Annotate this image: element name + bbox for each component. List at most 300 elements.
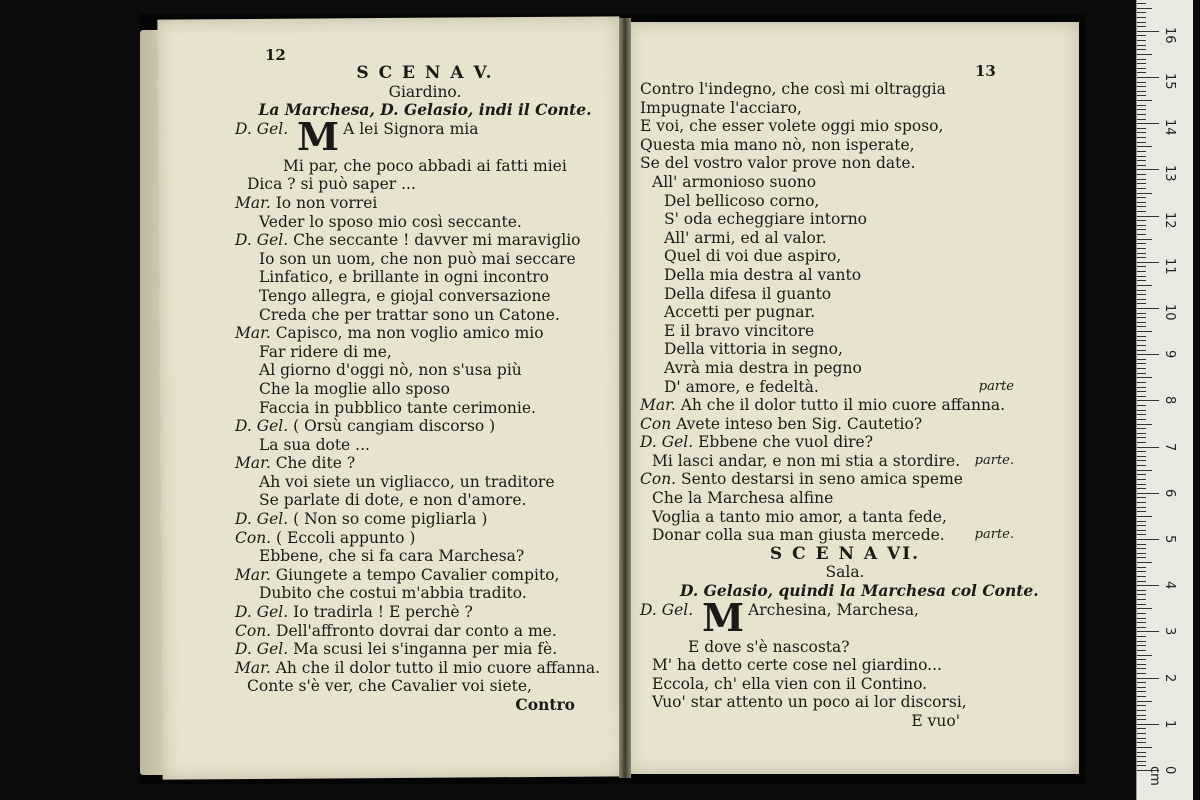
ruler-tick: [1137, 202, 1146, 203]
ruler-tick: [1137, 585, 1159, 586]
ruler-tick: [1137, 262, 1159, 263]
ruler-tick: [1137, 105, 1146, 106]
dialogue-line: [640, 210, 1010, 229]
ruler-tick: [1137, 22, 1146, 23]
ruler-tick: [1137, 257, 1146, 258]
ruler-tick: [1137, 239, 1152, 240]
ruler-tick: [1137, 497, 1146, 498]
dialogue-line: [640, 247, 1010, 266]
ruler-tick: [1137, 54, 1152, 55]
ruler-tick: [1137, 165, 1146, 166]
left-catchword: Contro: [515, 695, 575, 714]
line-text: Ah che il dolor tutto il mio cuore affanna.: [275, 658, 601, 677]
dialogue-line: [640, 451, 1014, 471]
dialogue-line: [640, 526, 1014, 545]
line-text: Ma scusi lei s'inganna per mia fè.: [293, 640, 558, 659]
speaker-label: Mar.: [235, 658, 276, 677]
ruler-label: 7: [1162, 442, 1177, 451]
line-text: Se del vostro valor prove non date.: [640, 154, 916, 173]
dialogue-line: [640, 396, 1010, 415]
dialogue-line: [640, 470, 1010, 489]
ruler-tick: [1137, 470, 1152, 471]
ruler-tick: [1137, 59, 1146, 60]
line-text: Faccia in pubblico tante cerimonie.: [259, 398, 536, 417]
scene-setting-6: Sala.: [825, 563, 865, 582]
dialogue-line: [640, 489, 1010, 508]
speaker-label: Mar.: [235, 324, 276, 343]
ruler-tick: [1137, 627, 1146, 628]
ruler-tick: [1137, 82, 1146, 83]
ruler-label: 5: [1162, 535, 1177, 544]
ruler-tick: [1137, 31, 1159, 32]
scene-characters: La Marchesa, D. Gelasio, indi il Conte.: [258, 100, 592, 120]
dialogue-line: [235, 584, 615, 603]
ruler-tick: [1137, 484, 1146, 485]
ruler-tick: [1137, 594, 1146, 595]
dialogue-line: [640, 117, 1010, 136]
ruler-tick: [1137, 169, 1159, 170]
ruler-tick: [1137, 400, 1159, 401]
dialogue-line: [235, 640, 615, 659]
line-text: Sento destarsi in seno amica speme: [681, 470, 963, 489]
dialogue-line: [640, 359, 1010, 378]
ruler-tick: [1137, 599, 1146, 600]
line-text: Dubito che costui m'abbia tradito.: [259, 584, 527, 603]
line-text: Che la moglie allo sposo: [259, 379, 450, 398]
line-text: Io tradirla ! E perchè ?: [293, 603, 473, 622]
line-text: Impugnate l'acciaro,: [640, 98, 802, 117]
dialogue-line: [640, 322, 1010, 341]
ruler-tick: [1137, 216, 1159, 217]
ruler-tick: [1137, 303, 1146, 304]
line-text: Io non vorrei: [275, 193, 378, 212]
ruler-tick: [1137, 72, 1146, 73]
ruler-tick: [1137, 350, 1146, 351]
ruler-tick: [1137, 724, 1159, 725]
ruler-tick: [1137, 733, 1146, 734]
ruler-tick: [1137, 132, 1146, 133]
ruler-label: 2: [1162, 673, 1177, 682]
dialogue-line: [235, 547, 615, 566]
line-text: Quel di voi due aspiro,: [664, 247, 842, 266]
ruler-tick: [1137, 636, 1146, 637]
ruler-tick: [1137, 414, 1146, 415]
dialogue-line: [640, 656, 1010, 675]
ruler-tick: [1137, 179, 1146, 180]
ruler-label: 8: [1162, 396, 1177, 405]
dialogue-line: [640, 229, 1010, 248]
ruler-tick: [1137, 664, 1146, 665]
line-text: Mi lasci andar, e non mi stia a stordire.: [652, 451, 961, 470]
ruler-tick: [1137, 119, 1146, 120]
line-text: Ebbene, che si fa cara Marchesa?: [259, 547, 525, 566]
dialogue-line: [640, 508, 1010, 527]
dialogue-line: [235, 677, 615, 696]
dialogue-line: [235, 361, 615, 380]
dialogue-line: [640, 192, 1010, 211]
ruler-label: 14: [1162, 119, 1177, 136]
line-text: D' amore, e fedeltà.: [664, 377, 819, 396]
ruler-tick: [1137, 696, 1146, 697]
ruler-tick: [1137, 77, 1159, 78]
ruler-label: 10: [1162, 304, 1177, 321]
ruler-tick: [1137, 516, 1152, 517]
ruler-tick: [1137, 447, 1159, 448]
ruler-tick: [1137, 728, 1146, 729]
ruler-tick: [1137, 294, 1146, 295]
ruler-tick: [1137, 266, 1146, 267]
dialogue-line: [640, 693, 1010, 712]
ruler-tick: [1137, 49, 1146, 50]
speaker-label: D. Gel.: [235, 231, 294, 250]
dialogue-line: [235, 380, 615, 399]
speaker-label: D. Gel.: [640, 433, 699, 452]
line-text: Donar colla sua man giusta mercede.: [652, 526, 945, 545]
speaker-label: D. Gel.: [235, 640, 294, 659]
ruler-tick: [1137, 765, 1146, 766]
ruler-label: 3: [1162, 627, 1177, 636]
ruler-tick: [1137, 109, 1146, 110]
ruler-tick: [1137, 331, 1152, 332]
dialogue-line: [235, 287, 615, 306]
ruler-tick: [1137, 253, 1146, 254]
ruler-tick: [1137, 410, 1146, 411]
line-text: Linfatico, e brillante in ogni incontro: [259, 268, 550, 287]
dialogue-line: [235, 566, 615, 585]
ruler-tick: [1137, 507, 1146, 508]
ruler-tick: [1137, 183, 1146, 184]
ruler-tick: [1137, 581, 1146, 582]
line-text: Che la Marchesa alfine: [652, 489, 834, 508]
ruler-tick: [1137, 451, 1146, 452]
ruler-tick: [1137, 336, 1146, 337]
dialogue-line: [640, 377, 1014, 397]
line-text: Contro l'indegno, che così mi oltraggia: [640, 80, 946, 98]
ruler-tick: [1137, 156, 1146, 157]
ruler-tick: [1137, 3, 1146, 4]
stage-direction: parte.: [974, 527, 1014, 543]
line-text: Capisco, ma non voglio amico mio: [275, 324, 544, 343]
ruler-label: 11: [1162, 257, 1177, 275]
line-text: Archesina, Marchesa,: [748, 600, 919, 619]
ruler-label: 1: [1162, 719, 1177, 729]
ruler-label: 9: [1162, 350, 1177, 359]
ruler-tick: [1137, 650, 1146, 651]
dialogue-line: [235, 436, 615, 455]
ruler-tick: [1137, 604, 1146, 605]
line-text: Eccola, ch' ella vien con il Contino.: [652, 674, 928, 693]
speaker-label: D. Gel.: [235, 510, 294, 529]
ruler-tick: [1137, 220, 1146, 221]
line-text: ( Non so come pigliarla ): [293, 510, 488, 529]
ruler-tick: [1137, 493, 1159, 494]
ruler-tick: [1137, 391, 1146, 392]
line-text: Questa mia mano nò, non isperate,: [640, 135, 915, 154]
scene-heading: S C E N A V.: [356, 63, 494, 83]
ruler-tick: [1137, 280, 1146, 281]
ruler-tick: [1137, 188, 1146, 189]
ruler-tick: [1137, 474, 1146, 475]
line-text: Della vittoria in segno,: [664, 340, 843, 359]
ruler-tick: [1137, 521, 1146, 522]
line-text: Se parlate di dote, e non d'amore.: [259, 491, 527, 510]
ruler-tick: [1137, 225, 1146, 226]
ruler-tick: [1137, 548, 1146, 549]
ruler-tick: [1137, 678, 1159, 679]
ruler-tick: [1137, 645, 1146, 646]
ruler-tick: [1137, 479, 1146, 480]
ruler-tick: [1137, 40, 1146, 41]
dialogue-line: [235, 175, 615, 194]
ruler-tick: [1137, 465, 1146, 466]
line-text: Creda che per trattar sono un Catone.: [259, 305, 560, 324]
ruler-tick: [1137, 387, 1146, 388]
ruler-tick: [1137, 687, 1146, 688]
ruler-tick: [1137, 285, 1152, 286]
line-text: Vuo' star attento un poco ai lor discorsi,: [652, 693, 967, 712]
ruler-tick: [1137, 63, 1146, 64]
ruler-tick: [1137, 571, 1146, 572]
line-text: Ah voi siete un vigliacco, un traditore: [259, 472, 555, 491]
line-text: S' oda echeggiare intorno: [664, 210, 868, 229]
line-text: Conte s'è ver, che Cavalier voi siete,: [247, 677, 532, 696]
dialogue-line: [640, 136, 1010, 155]
ruler-tick: [1137, 396, 1146, 397]
dialogue-line: [640, 638, 1010, 657]
ruler-tick: [1137, 710, 1146, 711]
ruler-tick: [1137, 742, 1146, 743]
ruler-label: 16: [1162, 26, 1177, 44]
line-text: Io son un uom, che non può mai seccare: [259, 249, 576, 268]
ruler-tick: [1137, 442, 1146, 443]
speaker-label: Mar.: [640, 396, 681, 415]
line-text: Della mia destra al vanto: [664, 265, 862, 284]
drop-cap: M: [297, 113, 340, 159]
line-text: Accetti per pugnar.: [664, 303, 816, 322]
ruler-tick: [1137, 539, 1159, 540]
line-text: Dell'affronto dovrai dar conto a me.: [276, 621, 557, 640]
dialogue-line: [640, 266, 1010, 285]
speaker-label: Mar.: [235, 565, 276, 584]
left-dialogue: [235, 113, 615, 696]
dialogue-line: [235, 250, 615, 269]
line-text: ( Orsù cangiam discorso ): [293, 417, 496, 436]
line-text: Tengo allegra, e giojal conversazione: [259, 286, 551, 305]
stage-direction: parte: [978, 378, 1014, 394]
ruler-tick: [1137, 488, 1146, 489]
ruler-tick: [1137, 322, 1146, 323]
dialogue-line: [235, 529, 615, 548]
ruler-label: 15: [1162, 73, 1177, 90]
ruler-tick: [1137, 290, 1146, 291]
dialogue-line: [235, 113, 615, 159]
ruler-tick: [1137, 91, 1146, 92]
ruler-tick: [1137, 86, 1146, 87]
ruler-tick: [1137, 193, 1152, 194]
dialogue-line: [235, 399, 615, 418]
ruler-tick: [1137, 659, 1146, 660]
ruler-tick: [1137, 655, 1152, 656]
speaker-label: Con.: [640, 470, 682, 489]
ruler-tick: [1137, 95, 1146, 96]
ruler-tick: [1137, 123, 1159, 124]
line-text: Avete inteso ben Sig. Cautetio?: [676, 414, 923, 433]
line-text: E dove s'è nascosta?: [688, 637, 850, 656]
speaker-label: Con.: [235, 621, 277, 640]
ruler-tick: [1137, 567, 1146, 568]
dialogue-line: [640, 154, 1010, 173]
ruler-tick: [1137, 354, 1159, 355]
dialogue-line: [235, 417, 615, 436]
dialogue-line: [640, 303, 1010, 322]
line-text: Dica ? si può saper ...: [247, 175, 416, 194]
ruler-tick: [1137, 756, 1146, 757]
dialogue-line: [235, 659, 615, 678]
line-text: All' armonioso suono: [652, 172, 817, 191]
dialogue-line: [640, 594, 1010, 640]
line-text: Avrà mia destra in pegno: [664, 358, 862, 377]
ruler-tick: [1137, 382, 1146, 383]
ruler-tick: [1137, 618, 1146, 619]
ruler-tick: [1137, 668, 1146, 669]
line-text: ( Eccoli appunto ): [276, 528, 416, 547]
dialogue-line: [235, 268, 615, 287]
ruler-tick: [1137, 45, 1146, 46]
ruler-tick: [1137, 590, 1146, 591]
dialogue-line: [640, 173, 1010, 192]
ruler-tick: [1137, 299, 1146, 300]
ruler-tick: [1137, 557, 1146, 558]
line-text: Della difesa il guanto: [664, 284, 832, 303]
dialogue-line: [235, 454, 615, 473]
dialogue-line: [640, 99, 1010, 118]
line-text: Che dite ?: [275, 454, 356, 473]
speaker-label: Con.: [235, 528, 277, 547]
line-text: Ebbene che vuol dire?: [698, 433, 874, 452]
ruler-tick: [1137, 100, 1152, 101]
stage-direction: parte.: [974, 452, 1014, 468]
dialogue-line: [235, 194, 615, 213]
ruler-tick: [1137, 622, 1146, 623]
ruler-tick: [1137, 197, 1146, 198]
dialogue-line: [640, 285, 1010, 304]
ruler-tick: [1137, 68, 1146, 69]
line-text: La sua dote ...: [259, 435, 370, 454]
ruler-tick: [1137, 234, 1146, 235]
ruler-tick: [1137, 377, 1152, 378]
ruler-tick: [1137, 17, 1146, 18]
ruler-tick: [1137, 160, 1146, 161]
line-text: Del bellicoso corno,: [664, 191, 820, 210]
dialogue-line: [235, 473, 615, 492]
ruler-tick: [1137, 715, 1146, 716]
dialogue-line: [640, 415, 1010, 434]
scene-characters-6: D. Gelasio, quindi la Marchesa col Conte.: [680, 581, 1039, 601]
ruler-tick: [1137, 502, 1146, 503]
ruler-tick: [1137, 373, 1146, 374]
ruler-tick: [1137, 146, 1152, 147]
ruler-tick: [1137, 363, 1146, 364]
ruler-tick: [1137, 608, 1152, 609]
book-gutter: [619, 18, 631, 778]
dialogue-line: [235, 622, 615, 641]
ruler-tick: [1137, 340, 1146, 341]
ruler-tick: [1137, 35, 1146, 36]
ruler-tick: [1137, 460, 1146, 461]
left-page-number: 12: [265, 46, 286, 64]
right-dialogue-2: [640, 594, 1010, 712]
ruler-tick: [1137, 308, 1159, 309]
ruler-tick: [1137, 174, 1146, 175]
dialogue-line: [235, 603, 615, 622]
ruler-tick: [1137, 613, 1146, 614]
line-text: Ah che il dolor tutto il mio cuore affanna.: [680, 396, 1006, 415]
ruler-tick: [1137, 553, 1146, 554]
ruler-tick: [1137, 211, 1146, 212]
ruler-tick: [1137, 705, 1146, 706]
speaker-label: D. Gel.: [235, 603, 294, 622]
ruler-tick: [1137, 317, 1146, 318]
dialogue-line: [235, 491, 615, 510]
ruler-tick: [1137, 456, 1146, 457]
line-text: Al giorno d'oggi nò, non s'usa più: [259, 361, 522, 380]
dialogue-line: [640, 340, 1010, 359]
speaker-label: D. Gel.: [640, 600, 694, 619]
line-text: E il bravo vincitore: [664, 321, 815, 340]
drop-cap: M: [702, 594, 745, 640]
ruler-tick: [1137, 544, 1146, 545]
ruler-tick: [1137, 345, 1146, 346]
ruler-tick: [1137, 576, 1146, 577]
scene-heading-6: S C E N A VI.: [769, 543, 921, 564]
ruler-tick: [1137, 359, 1146, 360]
dialogue-line: [235, 231, 615, 250]
line-text: Che seccante ! davver mi maraviglio: [293, 231, 581, 250]
speaker-label: Mar.: [235, 193, 276, 212]
ruler-tick: [1137, 673, 1146, 674]
line-text: Veder lo sposo mio così seccante.: [259, 212, 522, 231]
speaker-label: D. Gel.: [235, 417, 294, 436]
ruler-tick: [1137, 142, 1146, 143]
dialogue-line: [235, 306, 615, 325]
ruler-tick: [1137, 534, 1146, 535]
ruler-tick: [1137, 525, 1146, 526]
ruler-tick: [1137, 12, 1146, 13]
ruler-tick: [1137, 641, 1146, 642]
dialogue-line: [640, 80, 1010, 99]
dialogue-line: [235, 510, 615, 529]
ruler-tick: [1137, 128, 1146, 129]
ruler-tick: [1137, 747, 1152, 748]
ruler-tick: [1137, 26, 1146, 27]
ruler-tick: [1137, 8, 1152, 9]
ruler-tick: [1137, 326, 1146, 327]
dialogue-line: [640, 433, 1010, 452]
ruler-tick: [1137, 738, 1146, 739]
dialogue-line: [235, 213, 615, 232]
ruler-tick: [1137, 151, 1146, 152]
line-text: Voglia a tanto mio amor, a tanta fede,: [652, 507, 947, 526]
measuring-ruler: [1136, 0, 1193, 800]
ruler-tick: [1137, 682, 1146, 683]
ruler-label: 4: [1162, 581, 1177, 590]
dialogue-line: [235, 157, 615, 176]
ruler-tick: [1137, 562, 1152, 563]
ruler-tick: [1137, 511, 1146, 512]
ruler-label: 6: [1162, 488, 1177, 498]
ruler-tick: [1137, 271, 1146, 272]
ruler-tick: [1137, 405, 1146, 406]
